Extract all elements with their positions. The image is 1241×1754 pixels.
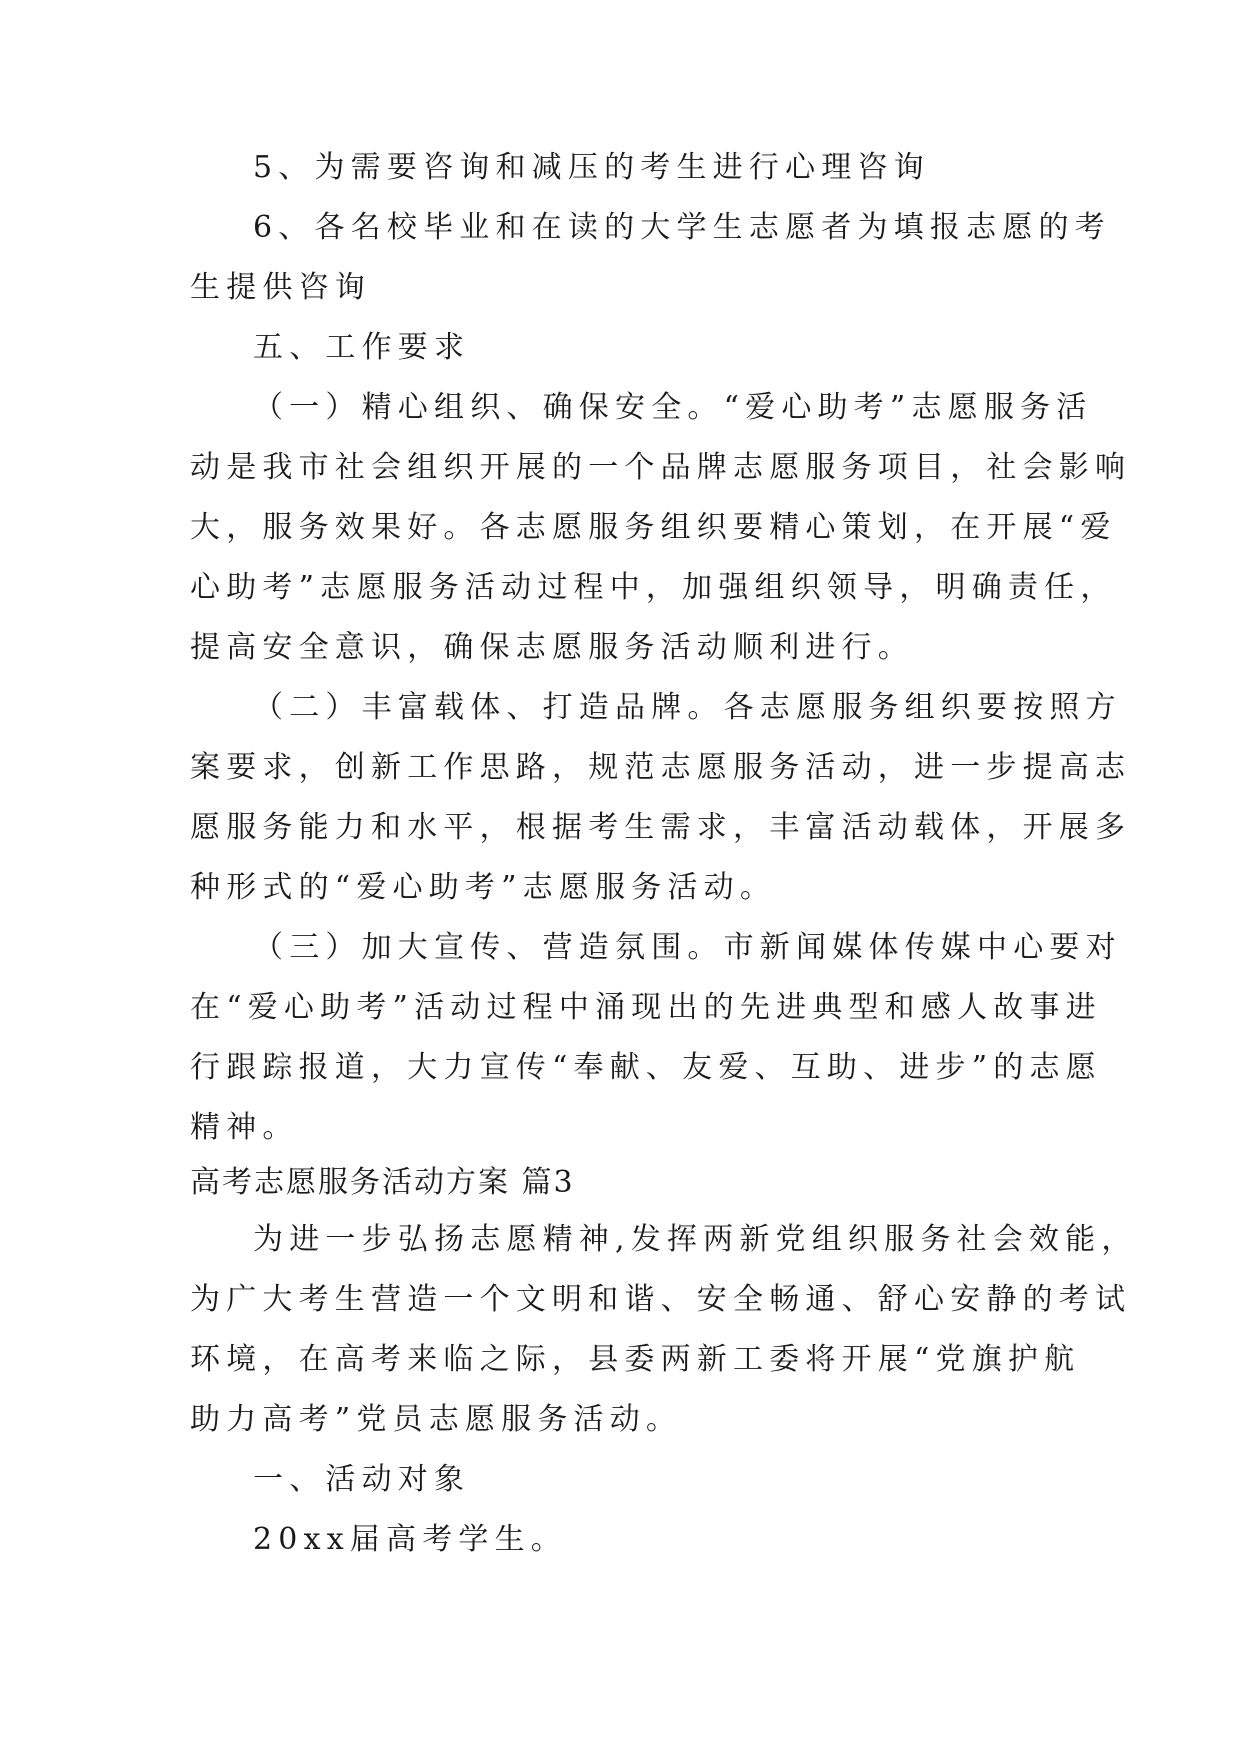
section-heading-work-requirements: 五、工作要求 <box>253 330 471 365</box>
para-1-line-3: 大，服务效果好。各志愿服务组织要精心策划，在开展“爱 <box>190 510 1117 545</box>
item-6-line-1: 6、各名校毕业和在读的大学生志愿者为填报志愿的考 <box>253 210 1111 245</box>
intro-line-3: 环境，在高考来临之际，县委两新工委将开展“党旗护航 <box>190 1342 1081 1377</box>
para-1-line-1: （一）精心组织、确保安全。“爱心助考”志愿服务活 <box>253 390 1093 425</box>
para-3-line-3: 行跟踪报道，大力宣传“奉献、友爱、互助、进步”的志愿 <box>190 1050 1102 1085</box>
intro-line-1: 为进一步弘扬志愿精神,发挥两新党组织服务社会效能， <box>253 1222 1138 1257</box>
para-1-line-4: 心助考”志愿服务活动过程中，加强组织领导，明确责任， <box>190 570 1117 605</box>
para-3-line-2: 在“爱心助考”活动过程中涌现出的先进典型和感人故事进 <box>190 990 1102 1025</box>
para-3-line-1: （三）加大宣传、营造氛围。市新闻媒体传媒中心要对 <box>253 930 1122 965</box>
item-6-line-2: 生提供咨询 <box>190 270 371 305</box>
para-3-line-4: 精神。 <box>190 1110 299 1145</box>
intro-line-4: 助力高考”党员志愿服务活动。 <box>190 1402 683 1437</box>
para-2-line-2: 案要求，创新工作思路，规范志愿服务活动，进一步提高志 <box>190 750 1132 785</box>
section-heading-activity-target: 一、活动对象 <box>253 1462 471 1497</box>
intro-line-2: 为广大考生营造一个文明和谐、安全畅通、舒心安静的考试 <box>190 1282 1132 1317</box>
para-2-line-3: 愿服务能力和水平，根据考生需求，丰富活动载体，开展多 <box>190 810 1132 845</box>
para-2-line-4: 种形式的“爱心助考”志愿服务活动。 <box>190 870 777 905</box>
section-title-part-3: 高考志愿服务活动方案 篇3 <box>190 1165 575 1200</box>
para-1-line-5: 提高安全意识，确保志愿服务活动顺利进行。 <box>190 630 914 665</box>
para-1-line-2: 动是我市社会组织开展的一个品牌志愿服务项目，社会影响 <box>190 450 1132 485</box>
para-2-line-1: （二）丰富载体、打造品牌。各志愿服务组织要按照方 <box>253 690 1122 725</box>
item-5-line: 5、为需要咨询和减压的考生进行心理咨询 <box>253 150 930 185</box>
activity-target-text: 20xx届高考学生。 <box>253 1522 568 1557</box>
